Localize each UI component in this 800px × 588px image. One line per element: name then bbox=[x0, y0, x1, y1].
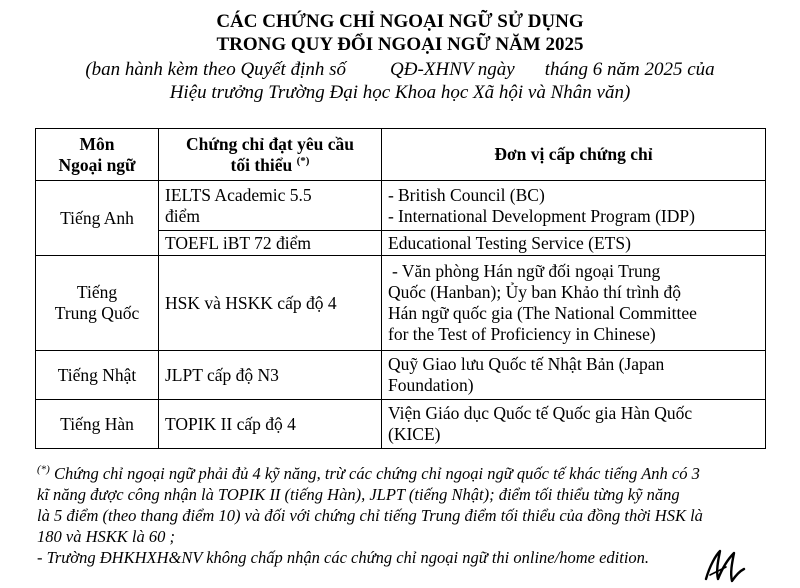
language-korean: Tiếng Hàn bbox=[36, 400, 159, 449]
certificate-ielts: IELTS Academic 5.5 điểm bbox=[159, 181, 382, 231]
note-1-line-1: (*) Chứng chỉ ngoại ngữ phải đủ 4 kỹ năng, trừ các chứng chỉ ngoại ngữ quốc tế khác tiếng Anh có 3 bbox=[37, 463, 700, 483]
language-english: Tiếng Anh bbox=[36, 181, 159, 256]
certificate-hsk: HSK và HSKK cấp độ 4 bbox=[159, 256, 382, 351]
document-subtitle-line-2: Hiệu trưởng Trường Đại học Khoa học Xã hội và Nhân văn) bbox=[169, 82, 631, 103]
note-1-line-3: là 5 điểm (theo thang điểm 10) và đối với chứng chỉ tiếng Trung điểm tối thiểu của đồng thời HSK là bbox=[37, 506, 703, 525]
note-1-line-2: kĩ năng được công nhận là TOPIK II (tiếng Hàn), JLPT (tiếng Nhật); điểm tối thiểu từng kỹ năng bbox=[37, 485, 680, 504]
table-row bbox=[36, 181, 766, 231]
issuer-kice: Viện Giáo dục Quốc tế Quốc gia Hàn Quốc (KICE) bbox=[382, 400, 766, 449]
note-2: - Trường ĐHKHXH&NV không chấp nhận các chứng chỉ ngoại ngữ thi online/home edition. bbox=[37, 548, 650, 567]
table-header-row bbox=[36, 129, 766, 181]
issuer-japan-foundation: Quỹ Giao lưu Quốc tế Nhật Bản (Japan Foundation) bbox=[382, 351, 766, 400]
certificate-topik: TOPIK II cấp độ 4 bbox=[159, 400, 382, 449]
document-subtitle-line-1 bbox=[0, 59, 800, 81]
issuer-british-council: British Council (BC) bbox=[398, 184, 545, 205]
table-row bbox=[36, 351, 766, 400]
language-chinese: Tiếng Trung Quốc bbox=[36, 256, 159, 351]
header-certificate: Chứng chỉ đạt yêu cầu tối thiểu (*) bbox=[159, 129, 382, 181]
table-row bbox=[36, 256, 766, 351]
note-1-line-4: 180 và HSKK là 60 ; bbox=[37, 527, 175, 546]
subtitle-part-1: (ban hành kèm theo Quyết định số bbox=[85, 59, 346, 80]
document-title-line-2: TRONG QUY ĐỔI NGOẠI NGỮ NĂM 2025 bbox=[216, 34, 584, 55]
language-japanese: Tiếng Nhật bbox=[36, 351, 159, 400]
subtitle-part-2: QĐ-XHNV ngày bbox=[390, 59, 515, 80]
footnotes bbox=[37, 463, 765, 568]
footnote-mark: (*) bbox=[296, 154, 310, 167]
note-mark: (*) bbox=[37, 463, 50, 476]
table-row bbox=[36, 400, 766, 449]
document-title-line-1: CÁC CHỨNG CHỈ NGOẠI NGỮ SỬ DỤNG bbox=[216, 11, 584, 32]
header-language: Môn Ngoại ngữ bbox=[36, 129, 159, 181]
issuer-ets: Educational Testing Service (ETS) bbox=[382, 231, 766, 256]
certificate-jlpt: JLPT cấp độ N3 bbox=[159, 351, 382, 400]
issuer-idp: International Development Program (IDP) bbox=[398, 205, 695, 226]
certificate-toefl: TOEFL iBT 72 điểm bbox=[159, 231, 382, 256]
subtitle-part-3: tháng 6 năm 2025 của bbox=[544, 59, 715, 80]
issuer-ielts: - British Council (BC) - International Development Program (IDP) bbox=[382, 181, 766, 231]
signature-mark bbox=[700, 545, 748, 585]
certificates-table bbox=[35, 128, 766, 449]
issuer-hanban: - Văn phòng Hán ngữ đối ngoại Trung Quốc (Hanban); Ủy ban Khảo thí trình độ Hán ngữ quốc gia (The National Committee for the Test of Proficiency in Chinese) bbox=[382, 256, 766, 351]
header-issuer: Đơn vị cấp chứng chỉ bbox=[382, 129, 766, 181]
